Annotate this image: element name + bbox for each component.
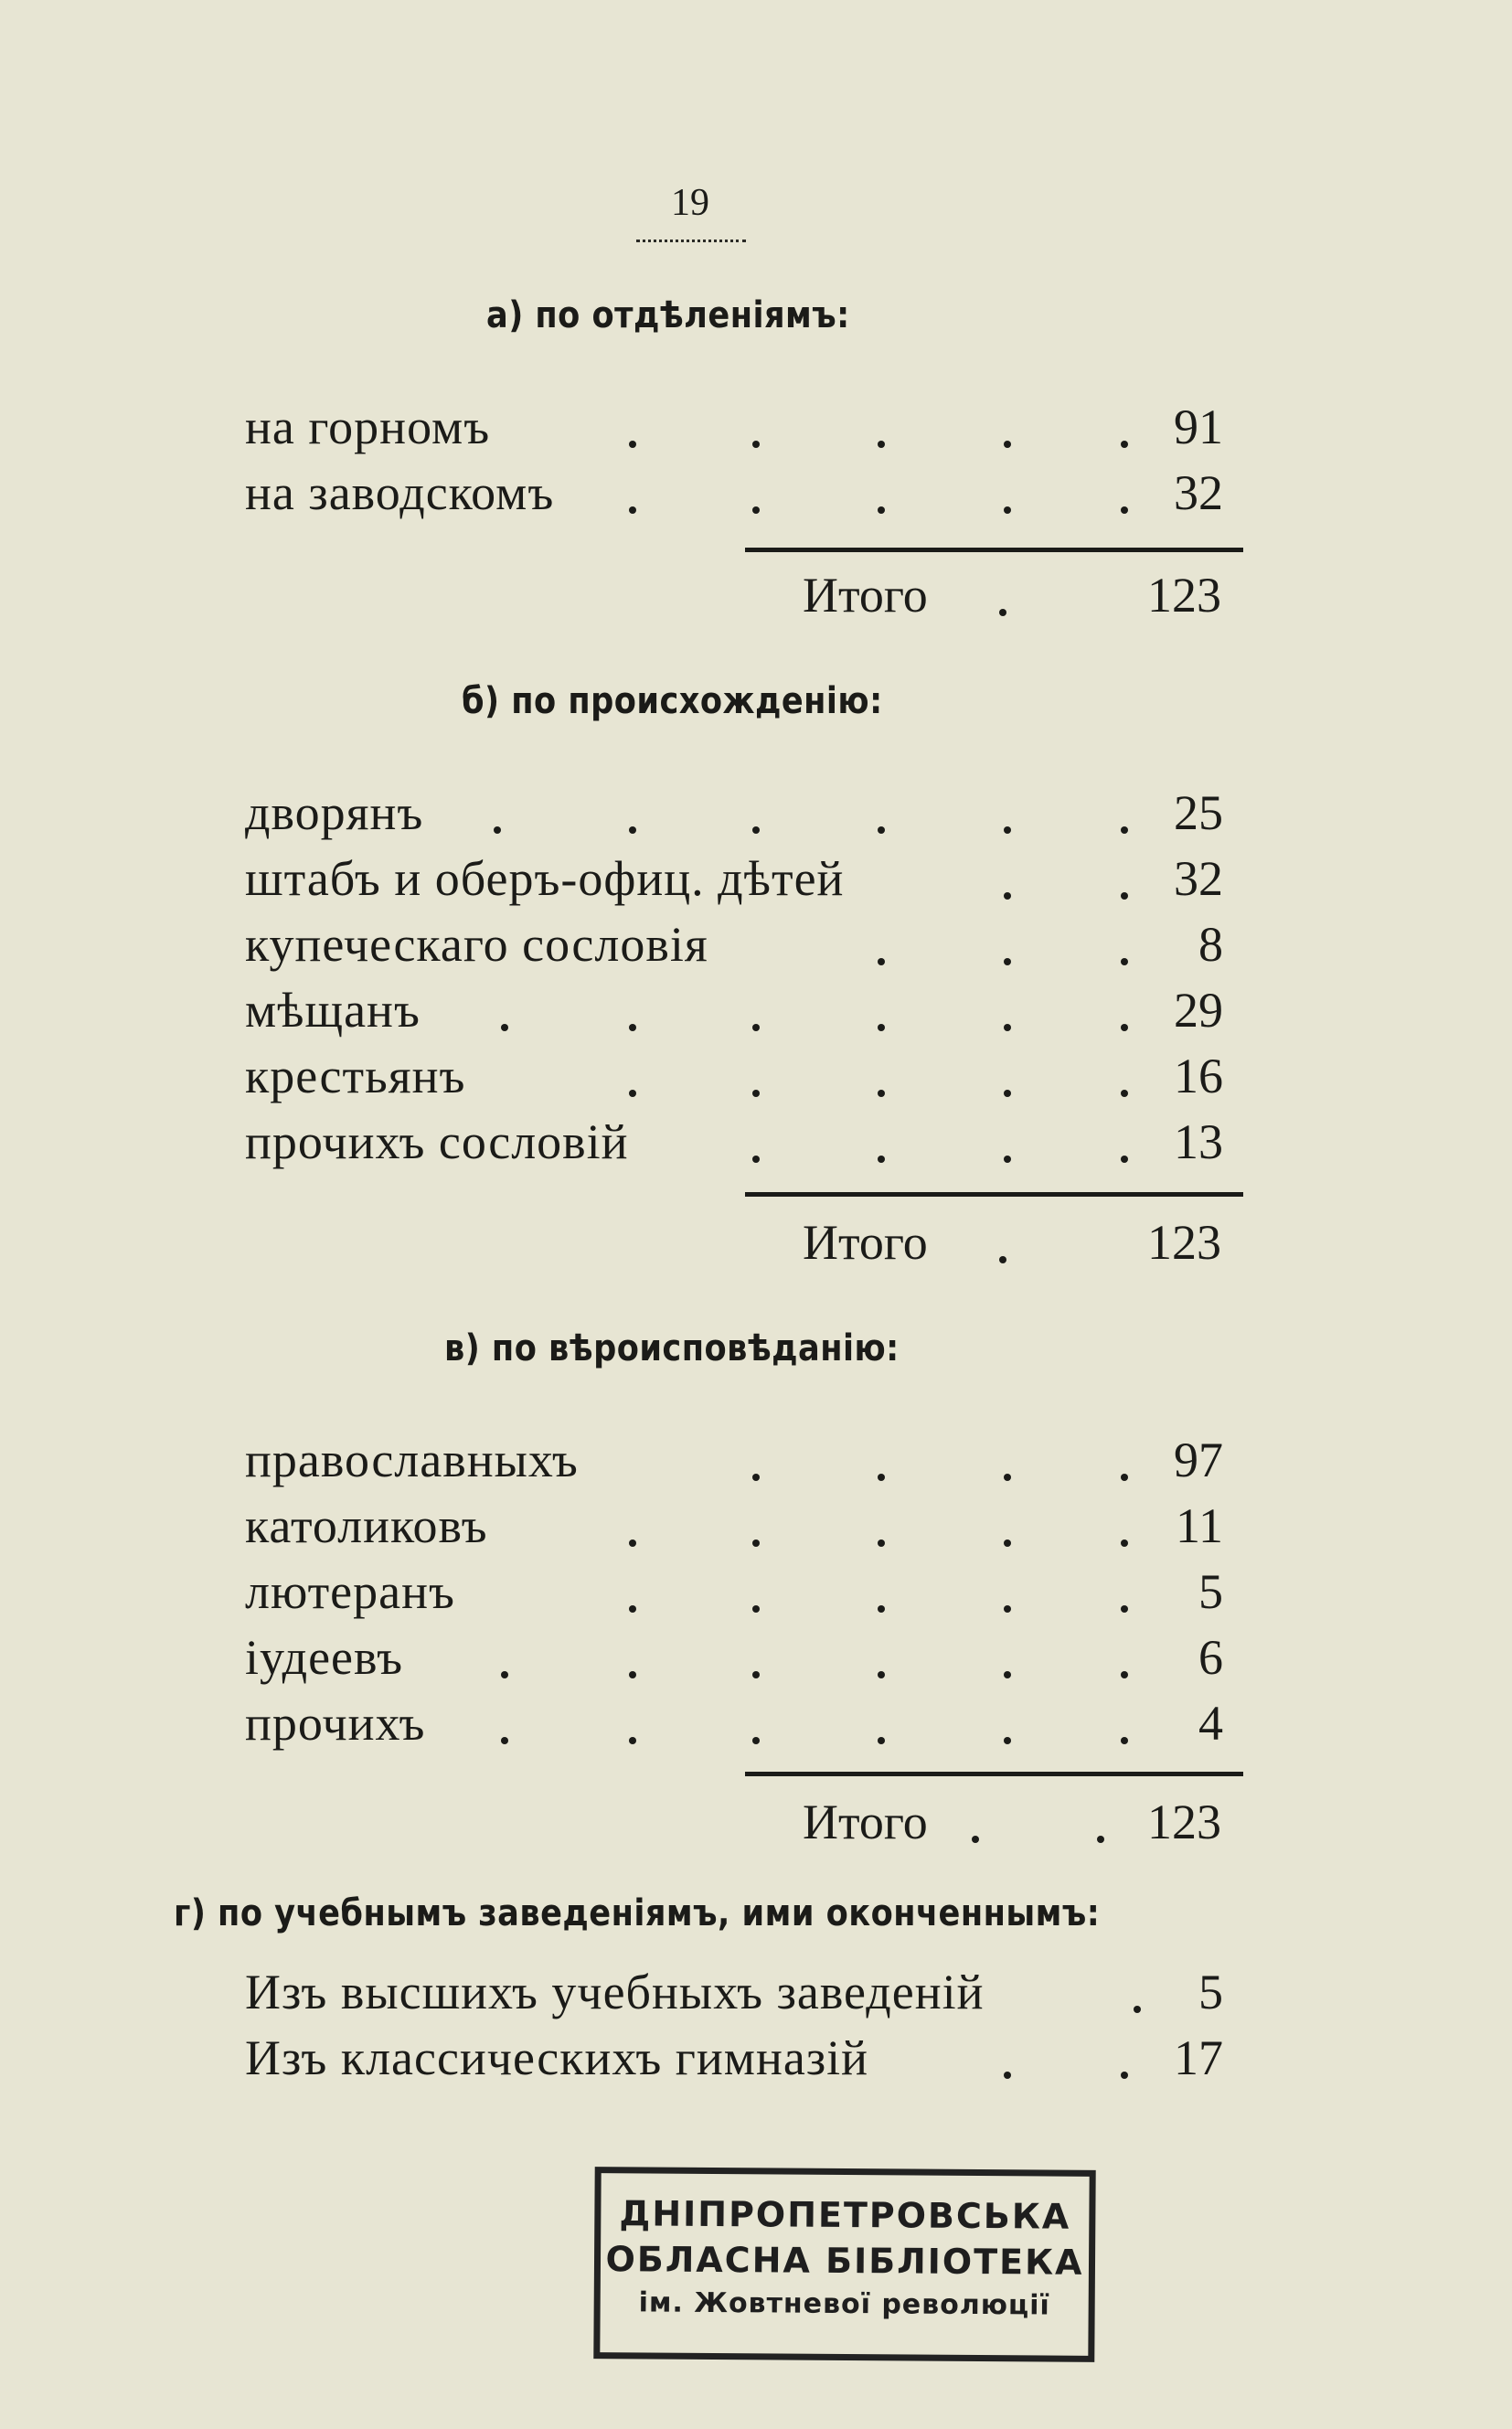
table-row: [245, 1695, 1223, 1761]
leader-dot: [878, 958, 885, 965]
stamp-line-1: ДНІПРОПЕТРОВСЬКА: [619, 2193, 1071, 2237]
leader-dot: [1097, 1836, 1104, 1843]
leader-dot: [1004, 958, 1011, 965]
leader-dot: [752, 506, 760, 514]
row-value: 97: [1174, 1433, 1223, 1487]
leader-dot: [1004, 506, 1011, 514]
leader-dot: [878, 1737, 885, 1744]
leader-dot: [878, 506, 885, 514]
leader-dot: [1004, 1605, 1011, 1613]
section-g-heading: г) по учебнымъ заведеніямъ, ими оконченнымъ:: [174, 1892, 1101, 1934]
leader-dot: [878, 1090, 885, 1097]
leader-dot: [1004, 1024, 1011, 1031]
leader-dot: [752, 441, 760, 448]
leader-dot: [878, 826, 885, 834]
total-row: [803, 1214, 1221, 1280]
row-value: 5: [1198, 1564, 1223, 1619]
total-row: [803, 567, 1221, 633]
row-label: штабъ и оберъ-офиц. дѣтей: [245, 851, 845, 906]
table-row: [245, 784, 1223, 850]
table-row: [245, 982, 1223, 1048]
row-label: на заводскомъ: [245, 465, 555, 520]
leader-dot: [752, 826, 760, 834]
total-label: Итого: [803, 568, 928, 623]
section-b-heading: б) по происхожденію:: [462, 680, 883, 722]
leader-dot: [629, 826, 636, 834]
row-label: прочихъ: [245, 1696, 426, 1751]
leader-dot: [878, 1024, 885, 1031]
row-label: іудеевъ: [245, 1630, 404, 1685]
table-row: [245, 1629, 1223, 1695]
leader-dot: [1004, 1090, 1011, 1097]
library-stamp: [593, 2167, 1095, 2362]
leader-dot: [878, 1539, 885, 1547]
row-value: 32: [1174, 465, 1223, 520]
row-label: мѣщанъ: [245, 983, 421, 1038]
leader-dot: [1004, 1156, 1011, 1163]
table-row: [245, 850, 1223, 916]
total-value: 123: [1147, 1795, 1221, 1849]
row-label: прочихъ сословій: [245, 1114, 629, 1169]
total-row: [803, 1794, 1221, 1859]
leader-dot: [999, 1256, 1006, 1263]
leader-dot: [1121, 1474, 1128, 1481]
leader-dot: [972, 1836, 979, 1843]
row-value: 11: [1176, 1498, 1223, 1553]
row-label: купеческаго сословія: [245, 917, 708, 972]
leader-dot: [1004, 1474, 1011, 1481]
leader-dot: [1004, 2072, 1011, 2079]
leader-dot: [1004, 441, 1011, 448]
stamp-line-3: ім. Жовтневої революції: [638, 2286, 1050, 2322]
leader-dot: [1121, 892, 1128, 900]
leader-dot: [629, 1539, 636, 1547]
leader-dot: [629, 441, 636, 448]
leader-dot: [629, 506, 636, 514]
leader-dot: [1121, 1024, 1128, 1031]
leader-dot: [1004, 1671, 1011, 1678]
total-rule: [745, 548, 1243, 552]
leader-dot: [752, 1737, 760, 1744]
leader-dot: [1004, 892, 1011, 900]
leader-dot: [1121, 506, 1128, 514]
row-label: Изъ высшихъ учебныхъ заведеній: [245, 1965, 985, 2019]
leader-dot: [878, 1671, 885, 1678]
leader-dot: [1121, 1737, 1128, 1744]
leader-dot: [1004, 826, 1011, 834]
leader-dot: [494, 826, 501, 834]
row-value: 5: [1198, 1965, 1223, 2019]
leader-dot: [752, 1156, 760, 1163]
table-row: [245, 399, 1223, 464]
leader-dot: [999, 609, 1006, 616]
row-value: 13: [1174, 1114, 1223, 1169]
total-label: Итого: [803, 1795, 928, 1849]
leader-dot: [629, 1671, 636, 1678]
row-value: 91: [1174, 400, 1223, 454]
total-rule: [745, 1192, 1243, 1197]
table-row: [245, 1048, 1223, 1113]
leader-dot: [1121, 1539, 1128, 1547]
row-value: 4: [1198, 1696, 1223, 1751]
leader-dot: [1134, 2006, 1141, 2013]
leader-dot: [501, 1024, 508, 1031]
leader-dot: [1004, 1737, 1011, 1744]
row-label: католиковъ: [245, 1498, 488, 1553]
leader-dot: [1121, 1671, 1128, 1678]
section-a-heading: а) по отдѣленіямъ:: [486, 294, 850, 336]
leader-dot: [878, 1605, 885, 1613]
leader-dot: [752, 1605, 760, 1613]
table-row: [245, 1432, 1223, 1497]
leader-dot: [629, 1024, 636, 1031]
row-label: крестьянъ: [245, 1049, 466, 1103]
leader-dot: [1121, 2072, 1128, 2079]
leader-dot: [878, 1156, 885, 1163]
leader-dot: [629, 1737, 636, 1744]
table-row: [245, 464, 1223, 530]
leader-dot: [501, 1737, 508, 1744]
leader-dot: [752, 1474, 760, 1481]
table-row: [245, 2029, 1223, 2095]
table-row: [245, 916, 1223, 982]
row-value: 25: [1174, 785, 1223, 840]
page-number: 19: [671, 182, 709, 224]
row-label: православныхъ: [245, 1433, 579, 1487]
table-row: [245, 1497, 1223, 1563]
row-value: 29: [1174, 983, 1223, 1038]
table-row: [245, 1113, 1223, 1179]
leader-dot: [752, 1090, 760, 1097]
row-value: 16: [1174, 1049, 1223, 1103]
row-label: дворянъ: [245, 785, 424, 840]
stamp-line-2: ОБЛАСНА БІБЛІОТЕКА: [605, 2239, 1084, 2283]
table-row: [245, 1964, 1223, 2029]
leader-dot: [752, 1024, 760, 1031]
leader-dot: [629, 1605, 636, 1613]
row-value: 32: [1174, 851, 1223, 906]
row-label: на горномъ: [245, 400, 491, 454]
leader-dot: [878, 441, 885, 448]
leader-dot: [752, 1671, 760, 1678]
total-rule: [745, 1772, 1243, 1776]
row-value: 17: [1174, 2030, 1223, 2085]
row-value: 8: [1198, 917, 1223, 972]
leader-dot: [1121, 441, 1128, 448]
table-row: [245, 1563, 1223, 1629]
total-value: 123: [1147, 1215, 1221, 1270]
row-value: 6: [1198, 1630, 1223, 1685]
leader-dot: [501, 1671, 508, 1678]
leader-dot: [629, 1090, 636, 1097]
leader-dot: [752, 1539, 760, 1547]
leader-dot: [1004, 1539, 1011, 1547]
leader-dot: [1121, 1156, 1128, 1163]
total-value: 123: [1147, 568, 1221, 623]
leader-dot: [1121, 1090, 1128, 1097]
row-label: лютеранъ: [245, 1564, 455, 1619]
total-label: Итого: [803, 1215, 928, 1270]
leader-dot: [1121, 958, 1128, 965]
leader-dot: [1121, 1605, 1128, 1613]
leader-dot: [878, 1474, 885, 1481]
page-number-rule: [636, 240, 746, 242]
leader-dot: [1121, 826, 1128, 834]
row-label: Изъ классическихъ гимназій: [245, 2030, 869, 2085]
section-v-heading: в) по вѣроисповѣданію:: [444, 1327, 900, 1369]
